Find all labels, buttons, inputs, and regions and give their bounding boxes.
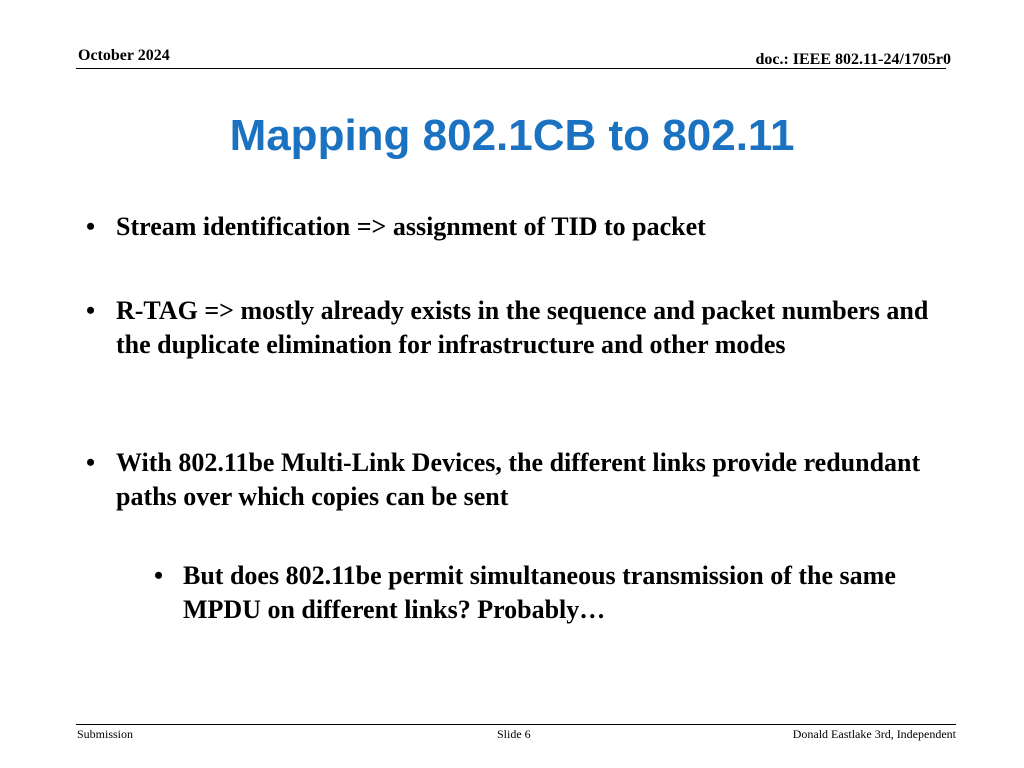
bullet-text: Stream identification => assignment of TID to packet <box>116 212 706 241</box>
footer-slide-number: Slide 6 <box>497 727 531 741</box>
bullet-marker: • <box>86 212 96 241</box>
header-date: October 2024 <box>78 47 170 64</box>
footer-submission: Submission <box>77 727 134 741</box>
sub-bullet-item <box>154 559 943 627</box>
footer-author: Donald Eastlake 3rd, Independent <box>792 727 956 741</box>
footer-divider <box>76 724 956 725</box>
bullet-item <box>86 446 966 514</box>
bullet-item <box>86 210 966 244</box>
header-doc-id: doc.: IEEE 802.11-24/1705r0 <box>755 51 951 68</box>
bullet-marker: • <box>86 296 96 325</box>
bullet-item <box>86 294 966 362</box>
bullet-text: R-TAG => mostly already exists in the sequence and packet numbers and the duplicate elimination for infrastructure and other modes <box>116 296 929 359</box>
header-divider <box>76 68 946 69</box>
bullet-marker: • <box>86 448 96 477</box>
slide-title: Mapping 802.1CB to 802.11 <box>229 111 795 160</box>
bullet-text: But does 802.11be permit simultaneous transmission of the same MPDU on different links? Probably… <box>183 561 896 624</box>
bullet-text: With 802.11be Multi-Link Devices, the different links provide redundant paths over which copies can be sent <box>116 448 921 511</box>
bullet-marker: • <box>154 561 164 590</box>
